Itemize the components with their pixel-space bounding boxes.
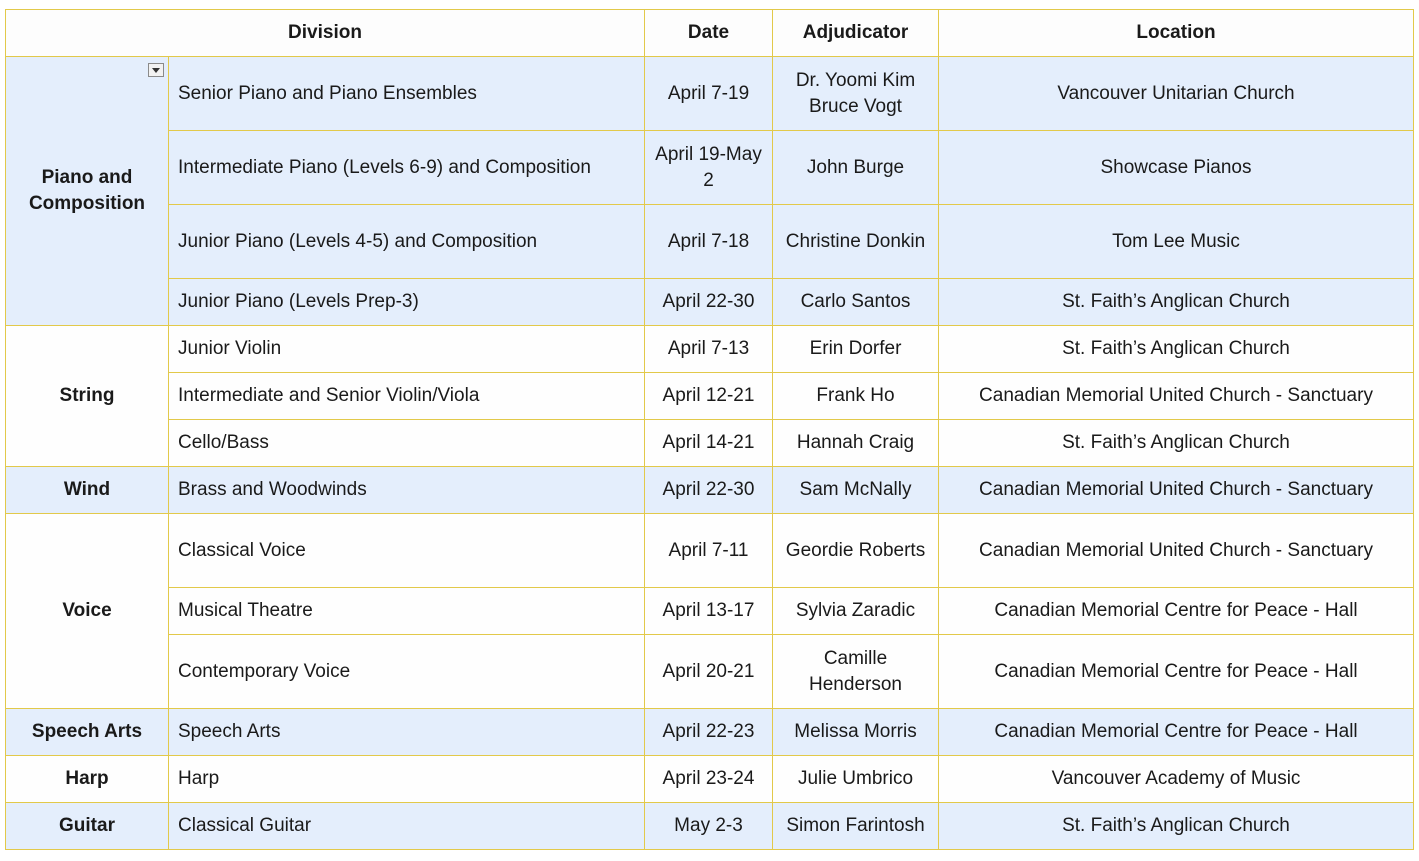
location-cell: St. Faith’s Anglican Church — [939, 420, 1414, 467]
adjudicator-cell: Camille Henderson — [773, 635, 939, 709]
division-label: Piano and Composition — [28, 167, 146, 214]
subdivision-cell: Junior Violin — [169, 326, 645, 373]
subdivision-cell: Musical Theatre — [169, 588, 645, 635]
subdivision-cell: Cello/Bass — [169, 420, 645, 467]
adjudicator-cell: Sylvia Zaradic — [773, 588, 939, 635]
adjudicator-cell: Julie Umbrico — [773, 756, 939, 803]
table-row — [6, 803, 1414, 850]
adjudicator-cell: Simon Farintosh — [773, 803, 939, 850]
schedule-table — [5, 9, 1414, 850]
location-cell: Canadian Memorial United Church - Sanctuary — [939, 373, 1414, 420]
date-cell: April 13-17 — [645, 588, 773, 635]
location-cell: Canadian Memorial United Church - Sanctuary — [939, 514, 1414, 588]
table-row — [6, 279, 1414, 326]
location-cell: Vancouver Unitarian Church — [939, 57, 1414, 131]
division-cell: Voice — [6, 514, 169, 709]
adjudicator-cell: Erin Dorfer — [773, 326, 939, 373]
location-cell: St. Faith’s Anglican Church — [939, 326, 1414, 373]
table-row — [6, 57, 1414, 131]
date-cell: May 2-3 — [645, 803, 773, 850]
division-cell: Speech Arts — [6, 709, 169, 756]
table-row — [6, 467, 1414, 514]
adjudicator-cell: John Burge — [773, 131, 939, 205]
table-row — [6, 131, 1414, 205]
header-location: Location — [939, 10, 1414, 57]
division-cell — [6, 57, 169, 326]
subdivision-cell: Brass and Woodwinds — [169, 467, 645, 514]
table-row — [6, 635, 1414, 709]
adjudicator-cell: Sam McNally — [773, 467, 939, 514]
table-row — [6, 420, 1414, 467]
table-row — [6, 326, 1414, 373]
subdivision-cell: Junior Piano (Levels Prep-3) — [169, 279, 645, 326]
date-cell: April 22-30 — [645, 279, 773, 326]
location-cell: Vancouver Academy of Music — [939, 756, 1414, 803]
date-cell: April 19-May 2 — [645, 131, 773, 205]
date-cell: April 7-19 — [645, 57, 773, 131]
header-division: Division — [6, 10, 645, 57]
division-cell: Wind — [6, 467, 169, 514]
division-cell: String — [6, 326, 169, 467]
location-cell: Tom Lee Music — [939, 205, 1414, 279]
location-cell: St. Faith’s Anglican Church — [939, 803, 1414, 850]
header-row — [6, 10, 1414, 57]
subdivision-cell: Classical Voice — [169, 514, 645, 588]
header-adjudicator: Adjudicator — [773, 10, 939, 57]
subdivision-cell: Contemporary Voice — [169, 635, 645, 709]
date-cell: April 23-24 — [645, 756, 773, 803]
date-cell: April 7-11 — [645, 514, 773, 588]
adjudicator-cell: Geordie Roberts — [773, 514, 939, 588]
location-cell: Canadian Memorial Centre for Peace - Hall — [939, 635, 1414, 709]
adjudicator-cell: Frank Ho — [773, 373, 939, 420]
date-cell: April 20-21 — [645, 635, 773, 709]
date-cell: April 22-30 — [645, 467, 773, 514]
table-row — [6, 373, 1414, 420]
date-cell: April 7-18 — [645, 205, 773, 279]
subdivision-cell: Classical Guitar — [169, 803, 645, 850]
location-cell: Canadian Memorial Centre for Peace - Hall — [939, 709, 1414, 756]
subdivision-cell: Senior Piano and Piano Ensembles — [169, 57, 645, 131]
subdivision-cell: Intermediate Piano (Levels 6-9) and Composition — [169, 131, 645, 205]
adjudicator-cell: Dr. Yoomi Kim Bruce Vogt — [773, 57, 939, 131]
table-row — [6, 588, 1414, 635]
subdivision-cell: Junior Piano (Levels 4-5) and Composition — [169, 205, 645, 279]
division-cell: Harp — [6, 756, 169, 803]
location-cell: Canadian Memorial Centre for Peace - Hall — [939, 588, 1414, 635]
adjudicator-cell: Christine Donkin — [773, 205, 939, 279]
date-cell: April 22-23 — [645, 709, 773, 756]
date-cell: April 12-21 — [645, 373, 773, 420]
header-date: Date — [645, 10, 773, 57]
table-row — [6, 514, 1414, 588]
subdivision-cell: Harp — [169, 756, 645, 803]
chevron-down-icon[interactable] — [148, 63, 164, 77]
location-cell: St. Faith’s Anglican Church — [939, 279, 1414, 326]
subdivision-cell: Intermediate and Senior Violin/Viola — [169, 373, 645, 420]
division-cell: Guitar — [6, 803, 169, 850]
location-cell: Showcase Pianos — [939, 131, 1414, 205]
date-cell: April 14-21 — [645, 420, 773, 467]
date-cell: April 7-13 — [645, 326, 773, 373]
adjudicator-cell: Hannah Craig — [773, 420, 939, 467]
table-row — [6, 709, 1414, 756]
subdivision-cell: Speech Arts — [169, 709, 645, 756]
location-cell: Canadian Memorial United Church - Sanctuary — [939, 467, 1414, 514]
adjudicator-cell: Carlo Santos — [773, 279, 939, 326]
table-row — [6, 205, 1414, 279]
adjudicator-cell: Melissa Morris — [773, 709, 939, 756]
table-row — [6, 756, 1414, 803]
